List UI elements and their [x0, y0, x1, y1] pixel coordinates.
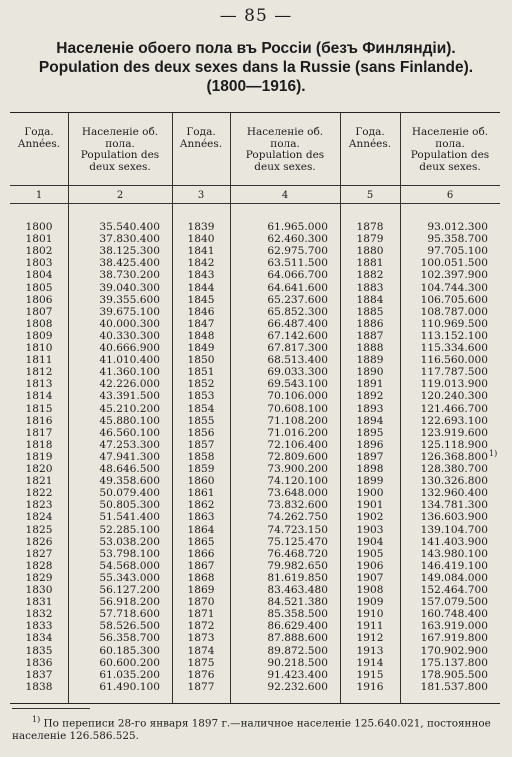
population-cell: 73.900.200: [267, 463, 328, 475]
year-cell: 1907: [356, 571, 384, 584]
population-cell: 95.358.700: [427, 233, 488, 246]
population-cell: 130.326.800: [420, 475, 488, 488]
year-cell: 1859: [187, 463, 215, 475]
year-cell: 1876: [187, 668, 215, 681]
year-cell: 1836: [25, 656, 53, 669]
population-cell: 68.513.400: [267, 354, 328, 367]
population-cell: 39.675.100: [99, 305, 160, 318]
population-cell: 41.360.100: [99, 366, 160, 379]
population-cell: 83.463.480: [267, 584, 328, 596]
population-cell: 67.142.600: [267, 329, 328, 342]
year-cell: 1873: [187, 632, 215, 645]
population-cell: 167.919.800: [420, 632, 488, 645]
year-cell: 1897: [356, 450, 384, 463]
population-cell: 50.805.300: [99, 499, 160, 512]
population-cell: 73.832.600: [267, 499, 328, 512]
footnote-rule: [12, 708, 90, 709]
population-cell: 45.210.200: [99, 402, 160, 415]
population-cell: 60.600.200: [99, 656, 160, 669]
year-cell: 1805: [25, 281, 53, 294]
header-year: Года. Années.: [179, 126, 223, 150]
population-cell: 62.460.300: [267, 233, 328, 246]
year-cell: 1867: [187, 559, 215, 572]
year-cell: 1872: [187, 620, 215, 633]
population-cell: 49.358.600: [99, 475, 160, 488]
year-cell: 1902: [356, 511, 384, 524]
population-cell: 92.232.600: [267, 680, 328, 693]
year-cell: 1880: [356, 245, 384, 258]
year-cell: 1870: [187, 596, 215, 609]
title-russian: Населеніе обоего пола въ Россіи (безъ Финляндіи).: [56, 40, 456, 57]
year-cell: 1888: [356, 342, 384, 354]
population-cell: 40.000.300: [99, 317, 160, 330]
population-cell: 58.526.500: [99, 620, 160, 633]
population-cell: 75.125.470: [267, 535, 328, 548]
population-cell: 45.880.100: [99, 414, 160, 427]
year-cell: 1838: [25, 680, 53, 693]
year-cell: 1886: [356, 317, 384, 330]
year-cell: 1846: [187, 305, 215, 318]
year-cell: 1800: [25, 221, 53, 233]
column-number: 1: [35, 190, 43, 201]
year-cell: 1894: [356, 414, 384, 427]
year-cell: 1819: [25, 450, 53, 463]
year-cell: 1864: [187, 523, 215, 536]
column-number: 5: [366, 190, 374, 201]
year-cell: 1909: [356, 596, 384, 609]
population-cell: 128.380.700: [420, 463, 488, 475]
population-cell: 116.560.000: [420, 354, 488, 367]
population-cell: 110.969.500: [420, 317, 488, 330]
population-cell: 115.334.600: [420, 342, 488, 354]
population-cell: 97.705.100: [427, 245, 488, 258]
year-cell: 1878: [356, 221, 384, 233]
population-cell: 70.106.000: [267, 390, 328, 403]
year-cell: 1893: [356, 402, 384, 415]
year-cell: 1849: [187, 342, 215, 354]
page-number: — 85 —: [219, 6, 293, 26]
header-population: Населеніе об. пола. Population des deux sexes.: [80, 126, 160, 173]
year-cell: 1834: [25, 632, 53, 645]
year-cell: 1808: [25, 317, 53, 330]
footnote: [12, 713, 498, 743]
column-number: 2: [116, 190, 124, 201]
year-cell: 1858: [187, 450, 215, 463]
population-cell: 70.608.100: [267, 402, 328, 415]
population-cell: 47.941.300: [99, 450, 160, 463]
year-cell: 1895: [356, 426, 384, 439]
population-cell: 40.330.300: [99, 329, 160, 342]
year-cell: 1915: [356, 668, 384, 681]
population-cell: 53.798.100: [99, 547, 160, 560]
year-cell: 1910: [356, 608, 384, 621]
column-number-divider: [10, 203, 500, 204]
population-cell: 84.521.380: [267, 596, 328, 609]
year-cell: 1842: [187, 257, 215, 270]
population-cell: 35.540.400: [99, 221, 160, 233]
population-cell: 71.108.200: [267, 414, 328, 427]
population-cell: 86.629.400: [267, 620, 328, 633]
year-cell: 1843: [187, 269, 215, 282]
header-year: Года. Années.: [17, 126, 61, 150]
year-cell: 1905: [356, 547, 384, 560]
population-cell: 123.919.600: [420, 426, 488, 439]
column-number: 3: [197, 190, 205, 201]
year-cell: 1814: [25, 390, 53, 403]
year-cell: 1866: [187, 547, 215, 560]
year-cell: 1801: [25, 233, 53, 246]
year-cell: 1871: [187, 608, 215, 621]
year-cell: 1896: [356, 438, 384, 451]
population-cell: 85.358.500: [267, 608, 328, 621]
population-cell: 56.918.200: [99, 596, 160, 609]
population-cell: 175.137.800: [420, 656, 488, 669]
column-number: 6: [446, 190, 454, 201]
year-cell: 1863: [187, 511, 215, 524]
year-cell: 1901: [356, 499, 384, 512]
population-cell: 108.787.000: [420, 305, 488, 318]
population-cell: 91.423.400: [267, 668, 328, 681]
year-cell: 1816: [25, 414, 53, 427]
population-cell: 69.543.100: [267, 378, 328, 391]
year-cell: 1815: [25, 402, 53, 415]
year-cell: 1813: [25, 378, 53, 391]
year-cell: 1875: [187, 656, 215, 669]
population-cell: 48.646.500: [99, 463, 160, 475]
year-cell: 1881: [356, 257, 384, 270]
population-cell: 72.106.400: [267, 438, 328, 451]
population-cell: 106.705.600: [420, 293, 488, 306]
year-cell: 1853: [187, 390, 215, 403]
population-cell: 60.185.300: [99, 644, 160, 657]
population-cell: 152.464.700: [420, 584, 488, 596]
population-cell: 149.084.000: [420, 571, 488, 584]
population-cell: 104.744.300: [420, 281, 488, 294]
year-cell: 1916: [356, 680, 384, 693]
population-cell: 61.965.000: [267, 221, 328, 233]
year-cell: 1837: [25, 668, 53, 681]
year-cell: 1877: [187, 680, 215, 693]
population-cell: 64.066.700: [267, 269, 328, 282]
year-cell: 1833: [25, 620, 53, 633]
year-cell: 1882: [356, 269, 384, 282]
year-cell: 1914: [356, 656, 384, 669]
population-cell: 66.487.400: [267, 317, 328, 330]
population-cell: 160.748.400: [420, 608, 488, 621]
population-cell: 65.237.600: [267, 293, 328, 306]
population-cell: 181.537.800: [420, 680, 488, 693]
population-cell: 81.619.850: [267, 571, 328, 584]
population-cell: 42.226.000: [99, 378, 160, 391]
year-cell: 1825: [25, 523, 53, 536]
year-cell: 1857: [187, 438, 215, 451]
population-cell: 100.051.500: [420, 257, 488, 270]
population-cell: 37.830.400: [99, 233, 160, 246]
year-cell: 1824: [25, 511, 53, 524]
population-cell: 170.902.900: [420, 644, 488, 657]
population-cell: 72.809.600: [267, 450, 328, 463]
population-cell: 90.218.500: [267, 656, 328, 669]
population-cell: 50.079.400: [99, 487, 160, 500]
year-cell: 1899: [356, 475, 384, 488]
year-cell: 1807: [25, 305, 53, 318]
year-cell: 1884: [356, 293, 384, 306]
title-french: Population des deux sexes dans la Russie (sans Finlande).: [38, 59, 474, 76]
year-cell: 1810: [25, 342, 53, 354]
population-cell: 126.368.800: [420, 450, 488, 463]
year-cell: 1852: [187, 378, 215, 391]
population-cell: 79.982.650: [267, 559, 328, 572]
year-cell: 1804: [25, 269, 53, 282]
footnote-marker: 1): [489, 448, 498, 458]
column-number: 4: [281, 190, 289, 201]
header-year: Года. Années.: [348, 126, 392, 150]
population-cell: 76.468.720: [267, 547, 328, 560]
population-cell: 139.104.700: [420, 523, 488, 536]
population-cell: 89.872.500: [267, 644, 328, 657]
year-cell: 1861: [187, 487, 215, 500]
year-cell: 1847: [187, 317, 215, 330]
population-cell: 47.253.300: [99, 438, 160, 451]
year-cell: 1829: [25, 571, 53, 584]
year-cell: 1887: [356, 329, 384, 342]
year-cell: 1892: [356, 390, 384, 403]
year-cell: 1839: [187, 221, 215, 233]
footnote-marker: 1): [32, 715, 41, 724]
year-cell: 1869: [187, 584, 215, 596]
population-cell: 38.425.400: [99, 257, 160, 270]
year-cell: 1822: [25, 487, 53, 500]
population-cell: 71.016.200: [267, 426, 328, 439]
population-cell: 53.038.200: [99, 535, 160, 548]
population-cell: 54.568.000: [99, 559, 160, 572]
population-cell: 87.888.600: [267, 632, 328, 645]
population-cell: 74.120.100: [267, 475, 328, 488]
header-divider: [10, 185, 500, 186]
year-cell: 1885: [356, 305, 384, 318]
year-cell: 1865: [187, 535, 215, 548]
population-cell: 136.603.900: [420, 511, 488, 524]
year-cell: 1891: [356, 378, 384, 391]
year-cell: 1823: [25, 499, 53, 512]
year-cell: 1854: [187, 402, 215, 415]
population-cell: 120.240.300: [420, 390, 488, 403]
population-cell: 67.817.300: [267, 342, 328, 354]
year-cell: 1856: [187, 426, 215, 439]
year-cell: 1827: [25, 547, 53, 560]
population-cell: 52.285.100: [99, 523, 160, 536]
population-cell: 146.419.100: [420, 559, 488, 572]
year-cell: 1820: [25, 463, 53, 475]
year-cell: 1868: [187, 571, 215, 584]
population-cell: 46.560.100: [99, 426, 160, 439]
year-cell: 1860: [187, 475, 215, 488]
year-cell: 1850: [187, 354, 215, 367]
year-cell: 1900: [356, 487, 384, 500]
year-cell: 1845: [187, 293, 215, 306]
year-cell: 1826: [25, 535, 53, 548]
population-cell: 57.718.600: [99, 608, 160, 621]
population-cell: 143.980.100: [420, 547, 488, 560]
year-cell: 1889: [356, 354, 384, 367]
population-cell: 178.905.500: [420, 668, 488, 681]
population-cell: 41.010.400: [99, 354, 160, 367]
year-cell: 1874: [187, 644, 215, 657]
year-cell: 1841: [187, 245, 215, 258]
year-cell: 1848: [187, 329, 215, 342]
population-cell: 39.040.300: [99, 281, 160, 294]
population-cell: 74.723.150: [267, 523, 328, 536]
population-cell: 38.730.200: [99, 269, 160, 282]
year-cell: 1851: [187, 366, 215, 379]
population-cell: 73.648.000: [267, 487, 328, 500]
population-cell: 55.343.000: [99, 571, 160, 584]
year-cell: 1812: [25, 366, 53, 379]
population-cell: 62.975.700: [267, 245, 328, 258]
population-cell: 64.641.600: [267, 281, 328, 294]
population-cell: 119.013.900: [420, 378, 488, 391]
year-cell: 1835: [25, 644, 53, 657]
population-cell: 38.125.300: [99, 245, 160, 258]
population-cell: 125.118.900: [420, 438, 488, 451]
year-cell: 1911: [356, 620, 384, 633]
population-cell: 93.012.300: [427, 221, 488, 233]
population-cell: 39.355.600: [99, 293, 160, 306]
year-cell: 1811: [25, 354, 53, 367]
year-cell: 1906: [356, 559, 384, 572]
year-cell: 1830: [25, 584, 53, 596]
year-cell: 1817: [25, 426, 53, 439]
year-cell: 1844: [187, 281, 215, 294]
year-cell: 1855: [187, 414, 215, 427]
population-cell: 117.787.500: [420, 366, 488, 379]
year-cell: 1821: [25, 475, 53, 488]
year-cell: 1883: [356, 281, 384, 294]
population-cell: 113.152.100: [420, 329, 488, 342]
population-cell: 163.919.000: [420, 620, 488, 633]
population-cell: 157.079.500: [420, 596, 488, 609]
population-cell: 61.035.200: [99, 668, 160, 681]
population-cell: 63.511.500: [267, 257, 328, 270]
population-cell: 61.490.100: [99, 680, 160, 693]
population-cell: 43.391.500: [99, 390, 160, 403]
population-cell: 56.358.700: [99, 632, 160, 645]
year-cell: 1908: [356, 584, 384, 596]
population-cell: 134.781.300: [420, 499, 488, 512]
population-cell: 51.541.400: [99, 511, 160, 524]
population-cell: 74.262.750: [267, 511, 328, 524]
year-cell: 1809: [25, 329, 53, 342]
year-cell: 1898: [356, 463, 384, 475]
year-cell: 1862: [187, 499, 215, 512]
population-table: [10, 112, 500, 704]
year-cell: 1832: [25, 608, 53, 621]
year-cell: 1828: [25, 559, 53, 572]
title-period: (1800—1916).: [206, 78, 306, 95]
population-cell: 122.693.100: [420, 414, 488, 427]
year-cell: 1904: [356, 535, 384, 548]
population-cell: 65.852.300: [267, 305, 328, 318]
year-cell: 1802: [25, 245, 53, 258]
year-cell: 1806: [25, 293, 53, 306]
year-cell: 1903: [356, 523, 384, 536]
header-population: Населеніе об. пола. Population des deux sexes.: [245, 126, 325, 173]
population-cell: 56.127.200: [99, 584, 160, 596]
header-population: Населеніе об. пола. Population des deux sexes.: [410, 126, 490, 173]
population-cell: 121.466.700: [420, 402, 488, 415]
year-cell: 1840: [187, 233, 215, 246]
population-cell: 102.397.900: [420, 269, 488, 282]
year-cell: 1913: [356, 644, 384, 657]
population-cell: 132.960.400: [420, 487, 488, 500]
population-cell: 69.033.300: [267, 366, 328, 379]
year-cell: 1912: [356, 632, 384, 645]
population-cell: 40.666.900: [99, 342, 160, 354]
year-cell: 1890: [356, 366, 384, 379]
year-cell: 1803: [25, 257, 53, 270]
footnote-text: По переписи 28-го января 1897 г.—наличное населеніе 125.640.021, постоянное населеніе 126.586.525.: [12, 717, 491, 743]
year-cell: 1818: [25, 438, 53, 451]
year-cell: 1879: [356, 233, 384, 246]
year-cell: 1831: [25, 596, 53, 609]
population-cell: 141.403.900: [420, 535, 488, 548]
